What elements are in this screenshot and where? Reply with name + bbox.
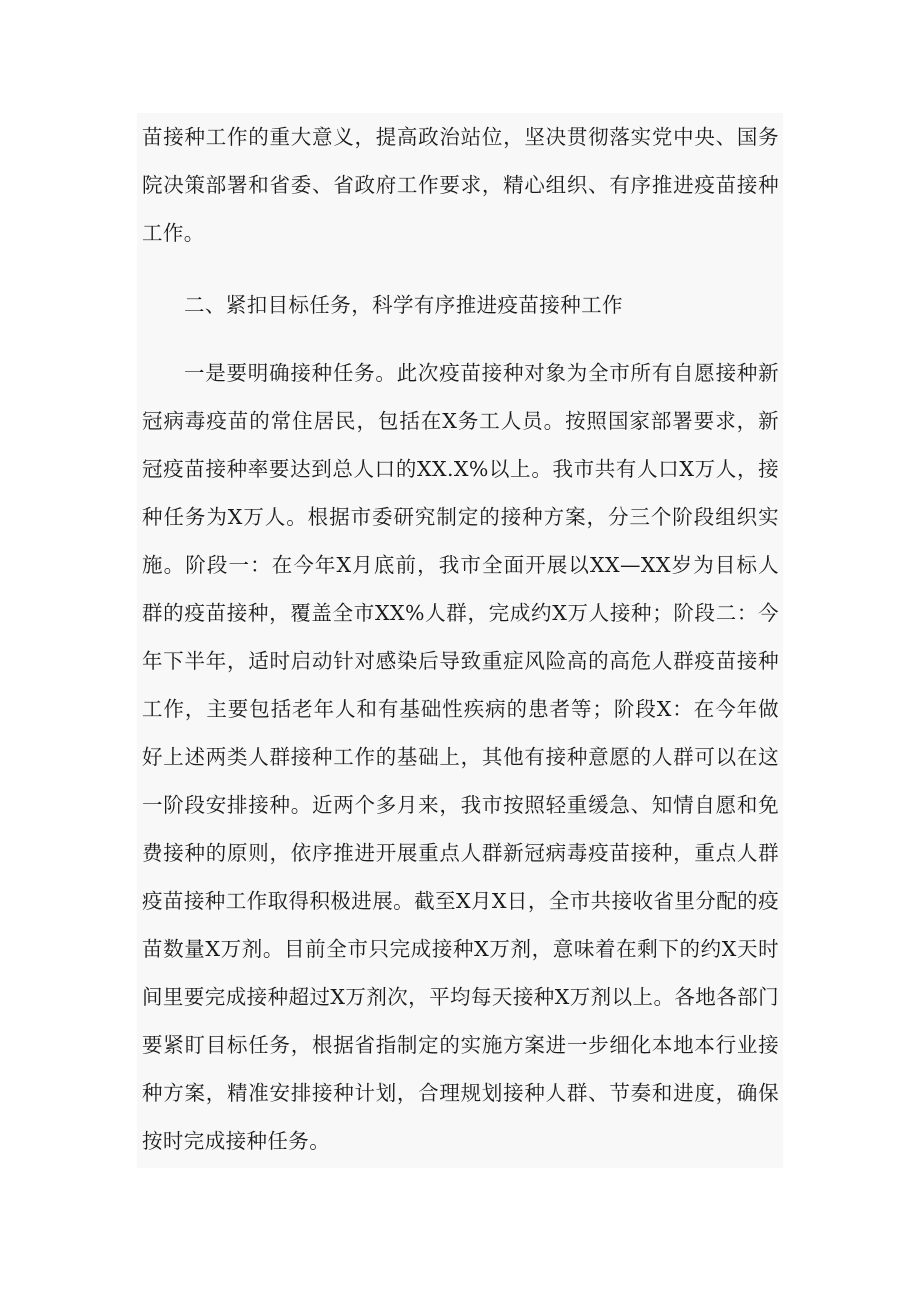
document-body (137, 113, 783, 1168)
section-heading: 二、紧扣目标任务，科学有序推进疫苗接种工作 (184, 293, 623, 317)
paragraph-continued: 苗接种工作的重大意义，提高政治站位，坚决贯彻落实党中央、国务院决策部署和省委、省政府工作要求，精心组织、有序推进疫苗接种工作。 (142, 125, 779, 245)
paragraph-vaccination-task: 一是要明确接种任务。此次疫苗接种对象为全市所有自愿接种新冠病毒疫苗的常住居民，包括在X务工人员。按照国家部署要求，新冠疫苗接种率要达到总人口的XX.X%以上。我市共有人口X万人，接种任务为X万人。根据市委研究制定的接种方案，分三个阶段组织实施。阶段一：在今年X月底前，我市全面开展以XX—XX岁为目标人群的疫苗接种，覆盖全市XX%人群，完成约X万人接种；阶段二：今年下半年，适时启动针对感染后导致重症风险高的高危人群疫苗接种工作，主要包括老年人和有基础性疾病的患者等；阶段X：在今年做好上述两类人群接种工作的基础上，其他有接种意愿的人群可以在这一阶段安排接种。近两个多月来，我市按照轻重缓急、知情自愿和免费接种的原则，依序推进开展重点人群新冠病毒疫苗接种，重点人群疫苗接种工作取得积极进展。截至X月X日，全市共接收省里分配的疫苗数量X万剂。目前全市只完成接种X万剂，意味着在剩下的约X天时间里要完成接种超过X万剂次，平均每天接种X万剂以上。各地各部门要紧盯目标任务，根据省指制定的实施方案进一步细化本地本行业接种方案，精准安排接种计划，合理规划接种人群、节奏和进度，确保按时完成接种任务。 (142, 361, 779, 1153)
